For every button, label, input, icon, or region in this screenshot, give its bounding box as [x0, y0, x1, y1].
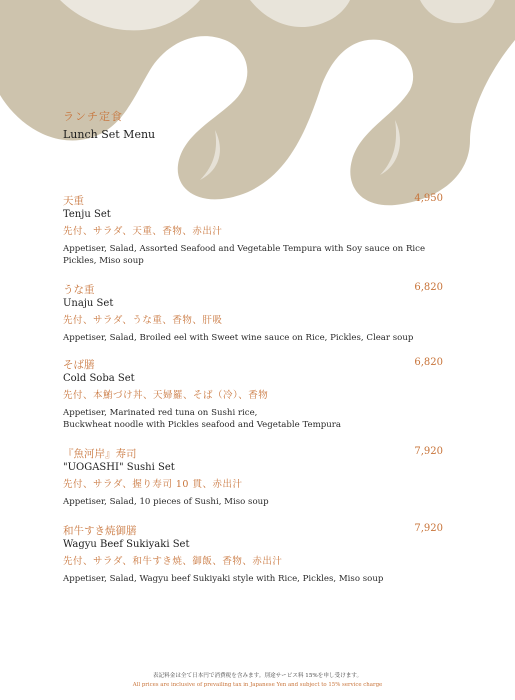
item-price: 4,950	[414, 193, 443, 204]
item-description-en: Appetiser, Salad, Assorted Seafood and Vegetable Tempura with Soy sauce on Rice Pickles, Miso soup	[63, 244, 426, 266]
item-title-en: Unaju Set	[63, 298, 114, 309]
item-description-jp: 先付、サラダ、天重、香物、赤出汁	[63, 226, 223, 237]
item-title-en: Wagyu Beef Sukiyaki Set	[63, 539, 190, 550]
item-title-en: Tenju Set	[63, 209, 111, 220]
item-title-en: "UOGASHI" Sushi Set	[63, 462, 175, 473]
item-title-jp: うな重	[63, 284, 95, 296]
item-description-jp: 先付、サラダ、和牛すき焼、御飯、香物、赤出汁	[63, 556, 283, 567]
item-description-en: Appetiser, Salad, 10 pieces of Sushi, Miso soup	[63, 497, 269, 507]
item-price: 7,920	[414, 446, 443, 457]
footer-note-jp: 表記料金は全て日本円で消費税を含みます。別途サービス料 15%を申し受けます。	[152, 673, 363, 679]
item-title-jp: そば膳	[63, 359, 95, 371]
item-description-en: Appetiser, Marinated red tuna on Sushi rice, Buckwheat noodle with Pickles seafood and Vegetable Tempura	[63, 408, 342, 430]
menu-title-jp: ランチ定食	[63, 110, 123, 123]
item-title-jp: 天重	[63, 195, 84, 207]
item-price: 6,820	[414, 282, 443, 293]
item-description-jp: 先付、サラダ、握り寿司 10 貫、赤出汁	[63, 479, 243, 490]
item-price: 6,820	[414, 357, 443, 368]
menu-header	[63, 108, 155, 141]
item-description-jp: 先付、本鮪づけ丼、天婦羅、そば（冷）、香物	[63, 390, 269, 401]
menu-title-en: Lunch Set Menu	[63, 128, 156, 141]
menu-item	[63, 446, 443, 508]
item-price: 7,920	[414, 523, 443, 534]
item-title-jp: 『魚河岸』寿司	[63, 448, 137, 460]
menu-item	[63, 523, 443, 585]
item-description-en: Appetiser, Salad, Wagyu beef Sukiyaki style with Rice, Pickles, Miso soup	[63, 574, 384, 584]
item-title-en: Cold Soba Set	[63, 373, 135, 384]
footer-note-en: All prices are inclusive of prevailing tax in Japanese Yen and subject to 15% service charge	[132, 682, 383, 688]
menu-item	[63, 193, 443, 267]
item-description-jp: 先付、サラダ、うな重、香物、肝吸	[63, 315, 223, 326]
item-description-en: Appetiser, Salad, Broiled eel with Sweet wine sauce on Rice, Pickles, Clear soup	[63, 333, 414, 343]
menu-item	[63, 282, 443, 344]
menu-item	[63, 357, 443, 431]
item-title-jp: 和牛すき焼御膳	[63, 525, 137, 537]
